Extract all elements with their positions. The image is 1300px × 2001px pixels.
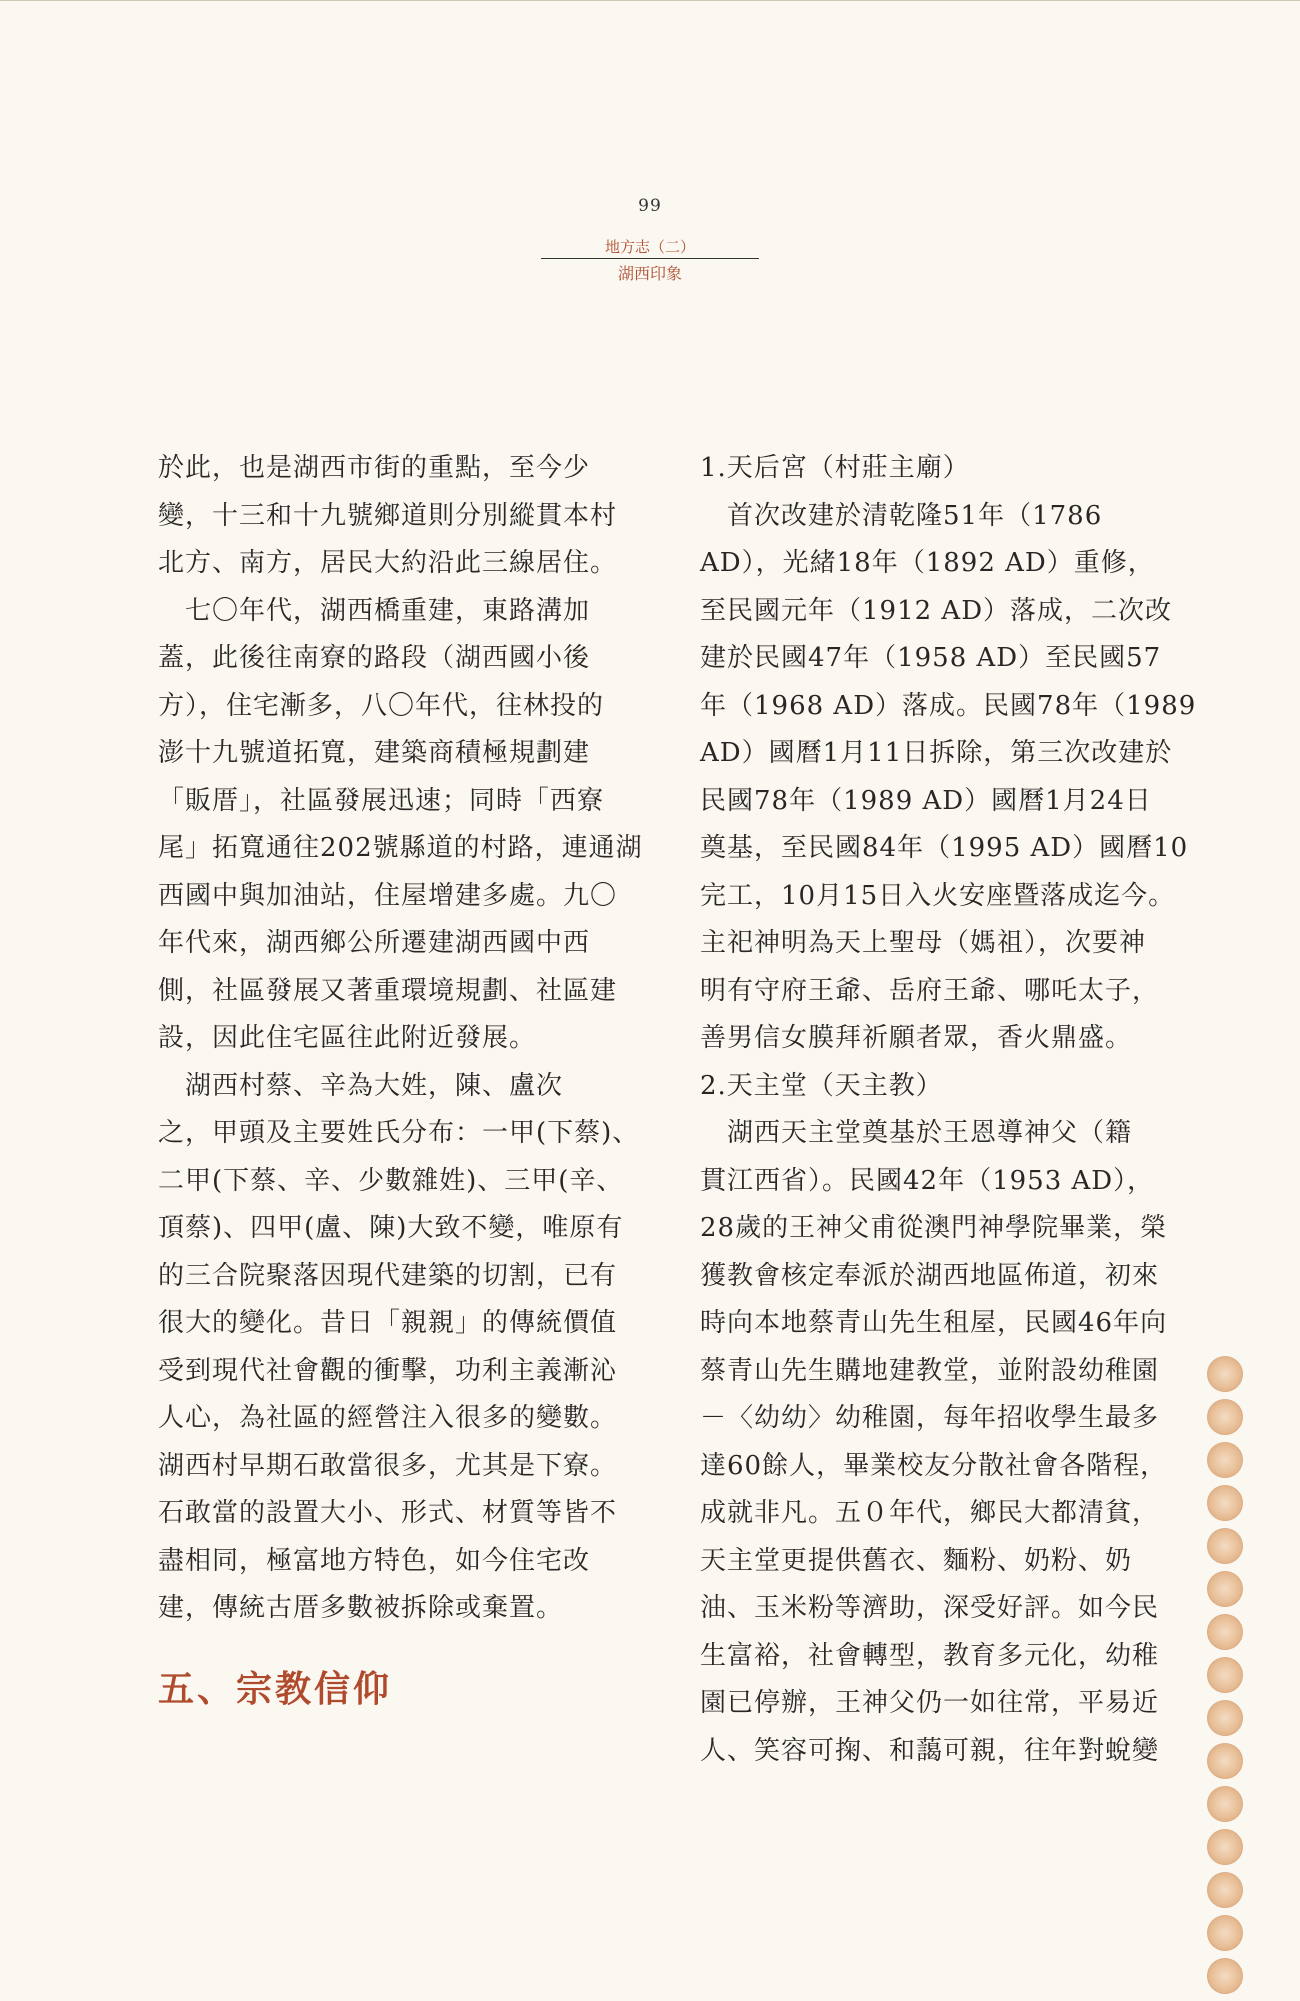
text-line: 成就非凡。五０年代，鄉民大都清貧， — [700, 1498, 1160, 1528]
floral-circle-icon — [1207, 1743, 1243, 1779]
book-title: 湖西印象 — [617, 264, 682, 283]
text-line: 油、玉米粉等濟助，深受好評。如今民 — [700, 1593, 1160, 1623]
floral-circle-icon — [1207, 1614, 1243, 1650]
text-line: 湖西村早期石敢當很多，尤其是下寮。 — [158, 1450, 618, 1481]
paragraph — [700, 493, 1197, 1063]
paragraph — [158, 1063, 640, 1633]
text-line: 蔡青山先生購地建教堂，並附設幼稚園 — [700, 1355, 1160, 1386]
floral-circle-icon — [1207, 1915, 1243, 1951]
text-line: 北方、南方，居民大約沿此三線居住。 — [158, 548, 618, 578]
text-line: 民國78年（1989 AD）國曆1月24日 — [700, 785, 1152, 816]
text-line: 天主堂更提供舊衣、麵粉、奶粉、奶 — [700, 1545, 1133, 1576]
text-line: 28歲的王神父甫從澳門神學院畢業，榮 — [700, 1213, 1168, 1243]
right-text-column — [700, 445, 1197, 1775]
text-line: 的三合院聚落因現代建築的切割，已有 — [158, 1260, 618, 1291]
paragraph — [700, 1063, 1180, 1111]
text-line: 之，甲頭及主要姓氏分布：一甲(下蔡)、 — [158, 1118, 640, 1148]
text-line: 盡相同，極富地方特色，如今住宅改 — [158, 1545, 591, 1576]
text-line: 建於民國47年（1958 AD）至民國57 — [700, 643, 1162, 673]
text-line: 石敢當的設置大小、形式、材質等皆不 — [158, 1498, 618, 1528]
paragraph — [700, 445, 1180, 493]
text-line: 1.天后宮（村莊主廟） — [700, 453, 970, 483]
series-title: 地方志（二） — [541, 236, 759, 259]
text-line: 首次改建於清乾隆51年（1786 — [700, 500, 1103, 531]
text-line: 變，十三和十九號鄉道則分別縱貫本村 — [158, 500, 618, 531]
text-line: 湖西天主堂奠基於王恩導神父（籍 — [700, 1118, 1133, 1148]
text-line: AD），光緒18年（1892 AD）重修， — [700, 548, 1155, 578]
text-line: 設，因此住宅區往此附近發展。 — [158, 1023, 537, 1053]
text-line: 至民國元年（1912 AD）落成，二次改 — [700, 595, 1173, 626]
text-line: 園已停辦，王神父仍一如往常，平易近 — [700, 1688, 1160, 1718]
running-header — [0, 196, 1300, 284]
floral-circle-icon — [1207, 1872, 1243, 1908]
paragraph — [158, 445, 636, 588]
text-line: 生富裕，社會轉型，教育多元化，幼稚 — [700, 1640, 1160, 1671]
floral-circle-icon — [1207, 1657, 1243, 1693]
text-line: 貫江西省）。民國42年（1953 AD）， — [700, 1165, 1155, 1196]
left-text-column — [158, 445, 643, 1633]
text-line: 2.天主堂（天主教） — [700, 1070, 943, 1101]
floral-circle-icon — [1207, 1829, 1243, 1865]
text-line: 明有守府王爺、岳府王爺、哪吒太子， — [700, 975, 1160, 1006]
text-line: 側，社區發展又著重環境規劃、社區建 — [158, 975, 618, 1006]
floral-border-icon — [1200, 1356, 1250, 2001]
floral-circle-icon — [1207, 1485, 1243, 1521]
page-number: 99 — [638, 196, 662, 216]
floral-circle-icon — [1207, 1958, 1243, 1994]
paragraph — [700, 1110, 1180, 1775]
floral-circle-icon — [1207, 1700, 1243, 1736]
section-heading: 五、宗教信仰 — [158, 1669, 393, 1710]
text-line: 「販厝」，社區發展迅速；同時「西寮 — [158, 785, 605, 816]
text-line: 建，傳統古厝多數被拆除或棄置。 — [158, 1593, 564, 1623]
text-line: 尾」拓寬通往202號縣道的村路，連通湖 — [158, 833, 643, 863]
paragraph — [158, 588, 643, 1063]
text-line: 很大的變化。昔日「親親」的傳統價值 — [158, 1308, 618, 1338]
floral-circle-icon — [1207, 1786, 1243, 1822]
text-line: 主祀神明為天上聖母（媽祖），次要神 — [700, 928, 1147, 958]
text-line: 善男信女膜拜祈願者眾，香火鼎盛。 — [700, 1023, 1133, 1053]
text-line: 完工，10月15日入火安座暨落成迄今。 — [700, 880, 1176, 911]
text-line: 方），住宅漸多，八〇年代，往林投的 — [158, 690, 605, 721]
text-line: 年代來，湖西鄉公所遷建湖西國中西 — [158, 928, 591, 958]
text-line: 人心，為社區的經營注入很多的變數。 — [158, 1403, 618, 1433]
floral-circle-icon — [1207, 1528, 1243, 1564]
text-line: 二甲(下蔡、辛、少數雜姓)、三甲(辛、 — [158, 1165, 624, 1196]
text-line: 達60餘人，畢業校友分散社會各階程， — [700, 1450, 1168, 1481]
text-line: 於此，也是湖西市街的重點，至今少 — [158, 453, 591, 483]
text-line: －〈幼幼〉幼稚園，每年招收學生最多 — [700, 1403, 1160, 1433]
text-line: 澎十九號道拓寬，建築商積極規劃建 — [158, 738, 591, 768]
text-line: 蓋，此後往南寮的路段（湖西國小後 — [158, 643, 591, 673]
text-line: 七〇年代，湖西橋重建，東路溝加 — [158, 595, 591, 626]
text-line: 西國中與加油站，住屋增建多處。九〇 — [158, 880, 618, 911]
text-line: 受到現代社會觀的衝擊，功利主義漸沁 — [158, 1355, 618, 1386]
floral-circle-icon — [1207, 1399, 1243, 1435]
floral-circle-icon — [1207, 1571, 1243, 1607]
text-line: 獲教會核定奉派於湖西地區佈道，初來 — [700, 1260, 1160, 1291]
text-line: 湖西村蔡、辛為大姓，陳、盧次 — [158, 1070, 564, 1101]
floral-circle-icon — [1207, 1442, 1243, 1478]
text-line: 人、笑容可掬、和藹可親，往年對蛻變 — [700, 1735, 1160, 1766]
text-line: AD）國曆1月11日拆除，第三次改建於 — [700, 738, 1173, 768]
text-line: 年（1968 AD）落成。民國78年（1989 — [700, 690, 1197, 721]
text-line: 頂蔡)、四甲(盧、陳)大致不變，唯原有 — [158, 1213, 624, 1243]
text-line: 時向本地蔡青山先生租屋，民國46年向 — [700, 1308, 1168, 1338]
text-line: 奠基，至民國84年（1995 AD）國曆10 — [700, 833, 1189, 863]
floral-circle-icon — [1207, 1356, 1243, 1392]
